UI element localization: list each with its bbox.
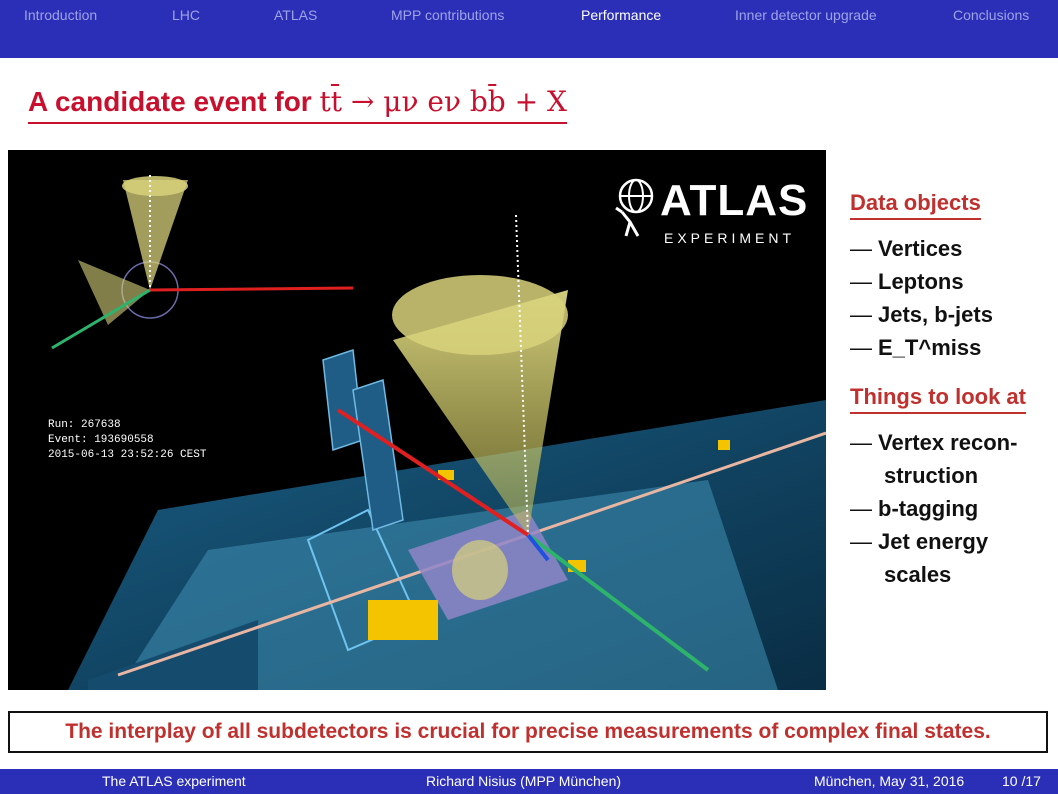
nav-item-lhc[interactable]: LHC — [172, 7, 201, 23]
event-display-image — [8, 150, 826, 690]
callout-box — [8, 711, 1048, 753]
nav-item-introduction[interactable]: Introduction — [24, 7, 98, 23]
list-item: — Vertex recon- — [850, 430, 1018, 455]
slide-title — [28, 82, 567, 124]
nav-item-inner-detector-upgrade[interactable]: Inner detector upgrade — [735, 7, 877, 23]
list-item: — Vertices — [850, 236, 963, 261]
footer-author: Richard Nisius (MPP München) — [426, 773, 622, 789]
slide-title-formula: tt̄ → μν eν bb̄ + X — [319, 85, 567, 118]
list-item-continuation: scales — [884, 562, 952, 587]
event-datetime: 2015-06-13 23:52:26 CEST — [48, 449, 207, 461]
nav-item-performance[interactable]: Performance — [581, 7, 662, 23]
data-objects-heading: Data objects — [850, 190, 981, 220]
list-item: — Jet energy — [850, 529, 989, 554]
things-to-look-at-heading: Things to look at — [850, 384, 1026, 414]
atlas-experiment-logo — [612, 176, 809, 250]
run-info — [48, 418, 206, 463]
footer-bar — [0, 769, 1058, 794]
things-to-look-at-list — [850, 426, 1050, 591]
nav-item-mpp-contributions[interactable]: MPP contributions — [391, 7, 505, 23]
atlas-logo-subtitle: EXPERIMENT — [664, 230, 796, 246]
footer-title: The ATLAS experiment — [102, 773, 246, 789]
sidebar — [850, 190, 1050, 591]
list-item: — b-tagging — [850, 496, 979, 521]
callout-text: The interplay of all subdetectors is crucial for precise measurements of complex final states. — [65, 720, 991, 743]
list-item: — Jets, b-jets — [850, 302, 993, 327]
footer-page-number: 10 /17 — [1002, 773, 1041, 789]
footer-date: München, May 31, 2016 — [814, 773, 965, 789]
data-objects-list — [850, 232, 1050, 364]
event-number: Event: 193690558 — [48, 434, 154, 446]
list-item-continuation: struction — [884, 463, 979, 488]
atlas-globe-icon — [612, 178, 656, 238]
list-item: — Leptons — [850, 269, 964, 294]
nav-item-conclusions[interactable]: Conclusions — [953, 7, 1030, 23]
run-number: Run: 267638 — [48, 419, 121, 431]
slide-title-text: A candidate event for — [28, 86, 320, 117]
nav-item-atlas[interactable]: ATLAS — [274, 7, 318, 23]
atlas-logo-word: ATLAS — [660, 176, 809, 225]
list-item: — E_T^miss — [850, 335, 982, 360]
top-navigation — [0, 0, 1058, 58]
